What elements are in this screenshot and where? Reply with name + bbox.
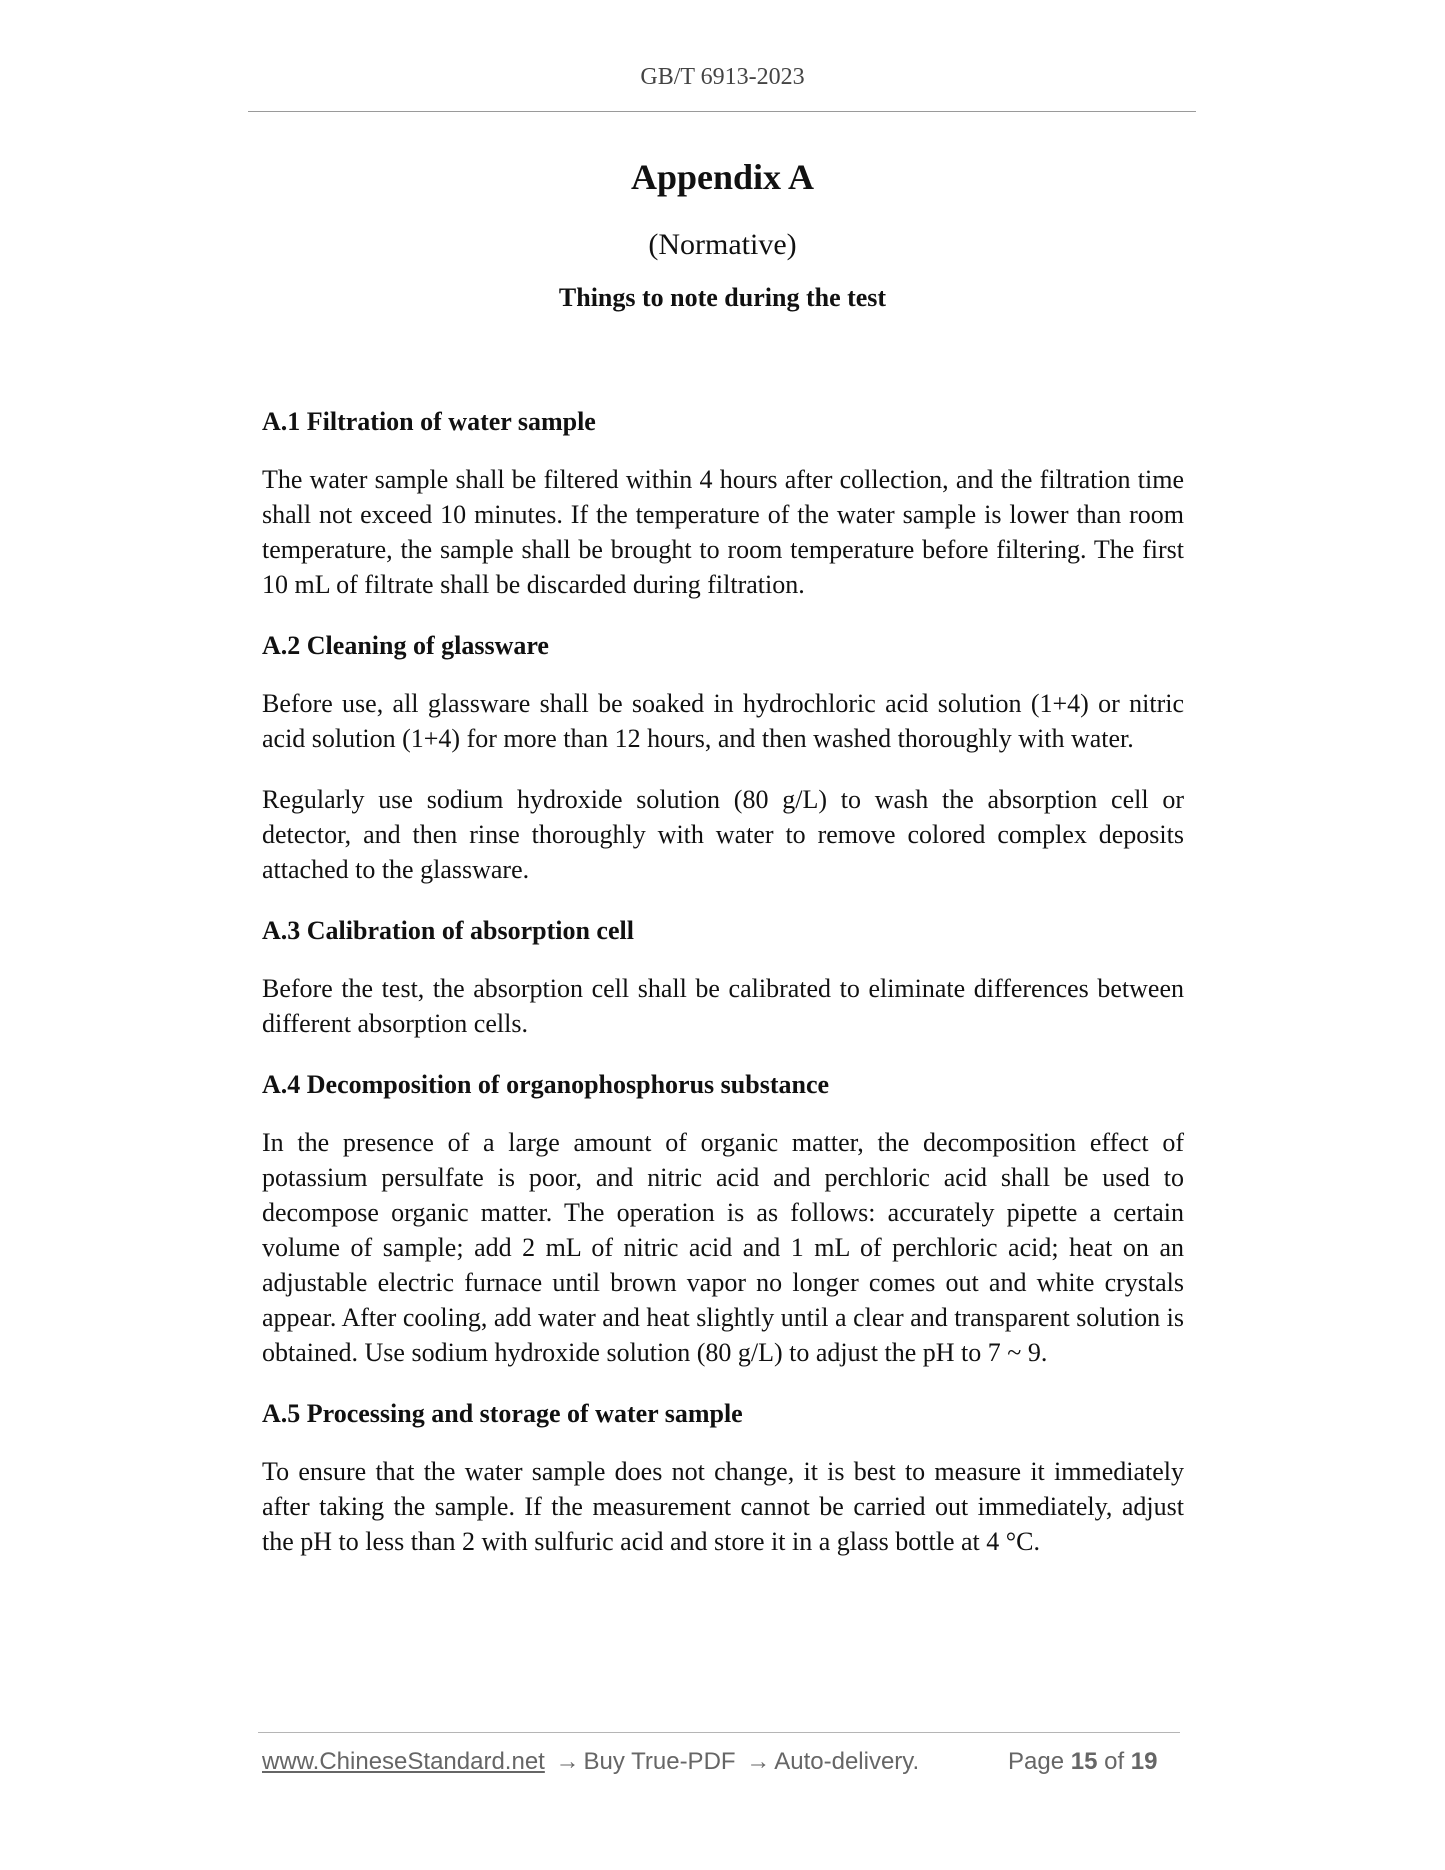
page-current: 15: [1070, 1748, 1098, 1775]
page-total: 19: [1130, 1748, 1158, 1775]
section-paragraph: In the presence of a large amount of organic matter, the decomposition effect of potassium persulfate is poor, and nitric acid and perchloric acid shall be used to decompose organic matter. The operation is as follows: accurately pipette a certain volume of sample; add 2 mL of nitric acid and 1 mL of perchloric acid; heat on an adjustable electric furnace until brown vapor no longer comes out and white crystals appear. After cooling, add water and heat slightly until a clear and transparent solution is obtained. Use sodium hydroxide solution (80 g/L) to adjust the pH to 7 ~ 9.: [262, 1128, 1184, 1367]
section-heading: A.4 Decomposition of organophosphorus substance: [262, 1070, 830, 1099]
section-heading: A.5 Processing and storage of water sample: [262, 1399, 743, 1428]
section-heading: A.1 Filtration of water sample: [262, 407, 596, 436]
section-paragraph: Regularly use sodium hydroxide solution (80 g/L) to wash the absorption cell or detector, and then rinse thoroughly with water to remove colored complex deposits attached to the glassware.: [262, 785, 1184, 884]
right-arrow-icon: →: [555, 1748, 580, 1775]
section-heading: A.2 Cleaning of glassware: [262, 631, 549, 660]
section-a1: [262, 404, 1184, 602]
section-a5: [262, 1396, 1184, 1559]
buy-pdf-text: Buy True-PDF: [583, 1748, 736, 1775]
site-link[interactable]: www.ChineseStandard.net: [262, 1748, 545, 1775]
section-a4: [262, 1067, 1184, 1370]
page-label: Page: [1008, 1748, 1065, 1775]
of-label: of: [1104, 1748, 1125, 1775]
section-paragraph: Before the test, the absorption cell shall be calibrated to eliminate differences between different absorption cells.: [262, 974, 1184, 1038]
page-number: [1008, 1748, 1158, 1776]
document-code-header: GB/T 6913-2023: [640, 64, 805, 90]
appendix-nature: (Normative): [648, 228, 797, 261]
footer-divider: [258, 1732, 1180, 1733]
appendix-subtitle: Things to note during the test: [558, 283, 887, 312]
footer-promo: [262, 1748, 919, 1776]
section-a2: [262, 628, 1184, 887]
appendix-content: [262, 404, 1184, 1585]
section-heading: A.3 Calibration of absorption cell: [262, 916, 634, 945]
appendix-title: Appendix A: [630, 157, 815, 197]
header-divider: [248, 111, 1196, 112]
auto-delivery-text: Auto-delivery.: [774, 1748, 920, 1775]
right-arrow-icon: →: [746, 1748, 771, 1775]
section-paragraph: The water sample shall be filtered within 4 hours after collection, and the filtration time shall not exceed 10 minutes. If the temperature of the water sample is lower than room temperature, the sample shall be brought to room temperature before filtering. The first 10 mL of filtrate shall be discarded during filtration.: [262, 465, 1184, 599]
section-paragraph: Before use, all glassware shall be soaked in hydrochloric acid solution (1+4) or nitric acid solution (1+4) for more than 12 hours, and then washed thoroughly with water.: [262, 689, 1184, 753]
section-a3: [262, 913, 1184, 1041]
section-paragraph: To ensure that the water sample does not change, it is best to measure it immediately after taking the sample. If the measurement cannot be carried out immediately, adjust the pH to less than 2 with sulfuric acid and store it in a glass bottle at 4 °C.: [262, 1457, 1184, 1556]
